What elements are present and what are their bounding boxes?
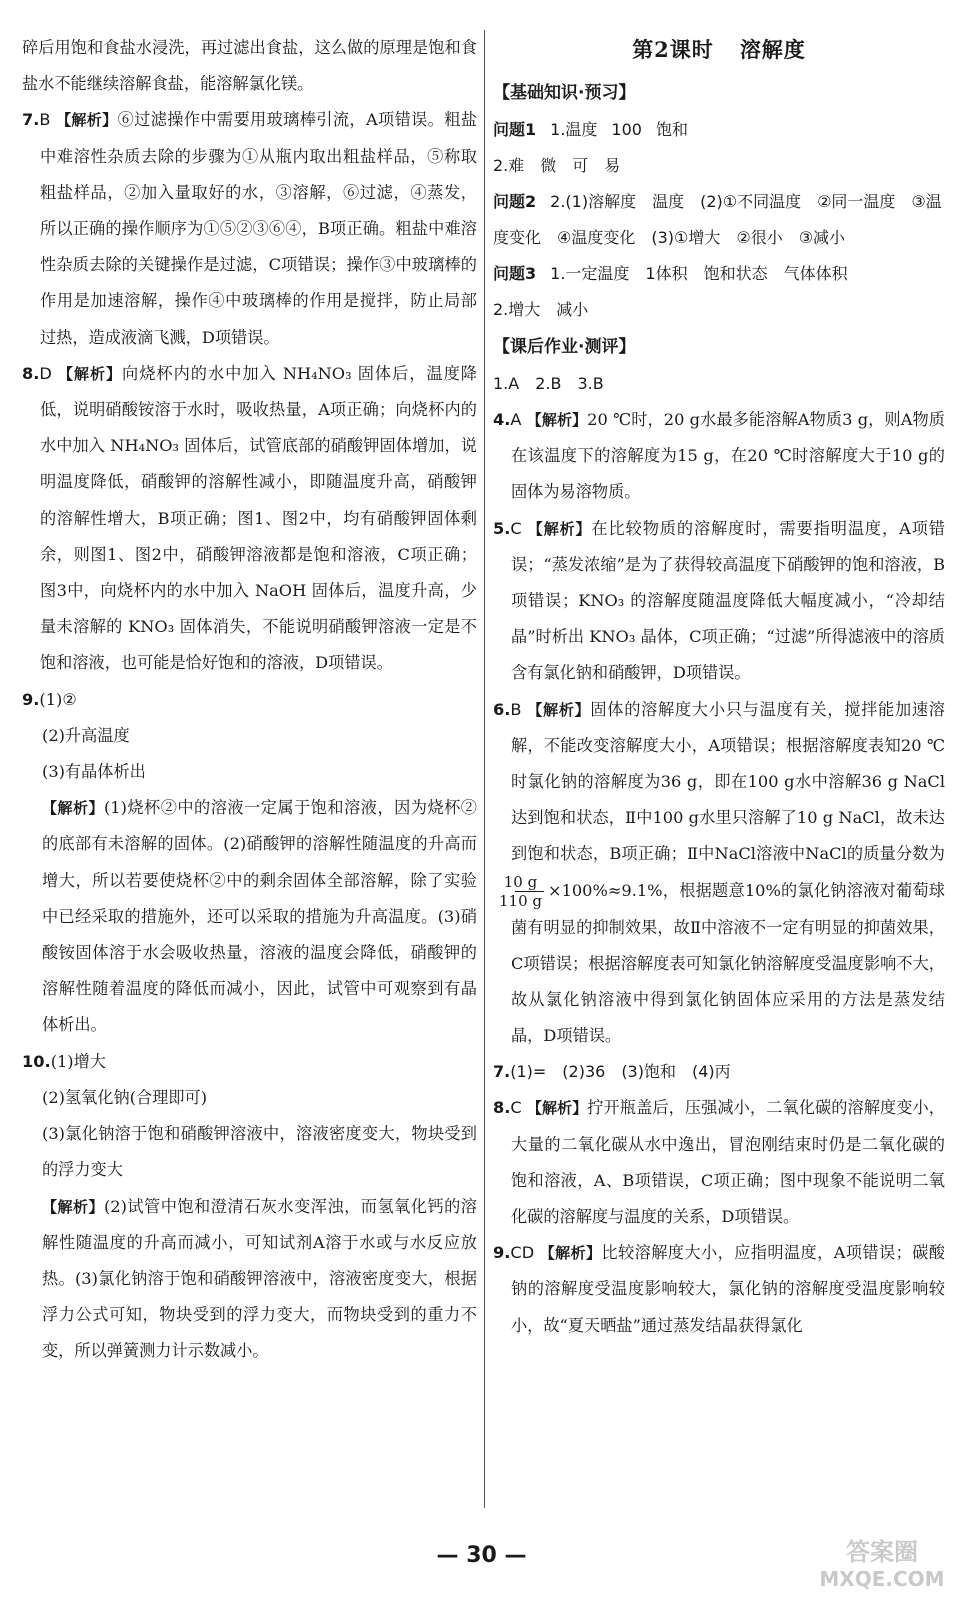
problem-3-line-2: 2.增大 减小 — [493, 300, 589, 319]
left-column — [22, 30, 477, 1370]
answer-9: 9.CD 【解析】比较溶解度大小，应指明温度，A项错误；碳酸钠的溶解度受温度影响较大，氯化钠的溶解度受温度影响较小，故“夏天晒盐”通过蒸发结晶获得氯化 — [493, 1243, 945, 1335]
fraction — [499, 872, 544, 910]
analysis-tag: 【解析】 — [58, 364, 123, 383]
answer-number: 7. — [22, 110, 40, 130]
watermark-url: MXQE.COM — [819, 1567, 945, 1591]
answer-7: 7.(1)= (2)36 (3)饱和 (4)丙 — [493, 1062, 731, 1082]
section-heading: 【基础知识·预习】 — [493, 83, 636, 103]
analysis-tag: 【解析】 — [527, 519, 592, 538]
sub-answer: (1)增大 — [50, 1051, 106, 1071]
analysis-text: (2)试管中饱和澄清石灰水变浑浊，而氢氧化钙的溶解性随温度的升高而减小，可知试剂A溶于水或与水反应放热。(3)氯化钠溶于饱和硝酸钾溶液中，溶液密度变大，根据浮力公式可知，物块受到的浮力变大，而物块受到的重力不变，所以弹簧测力计示数减小。 — [42, 1196, 477, 1361]
problem-1-line-2: 2.难 微 可 易 — [493, 156, 621, 175]
answer-6: 6.B 【解析】固体的溶解度大小只与温度有关，搅拌能加速溶解，不能改变溶解度大小，A项错误；根据溶解度表知20 ℃时氯化钠的溶解度为36 g，即在100 g水中溶解36 g NaCl达到饱和状态，Ⅱ中100 g水里只溶解了10 g NaCl，故未达到饱和状态，B项正确；Ⅱ中NaCl溶液中NaCl的质量分数为 $\frac{10 g}{110 g}$ ×100%≈9.1%，根据题意10%的氯化钠溶液对葡萄球菌有明显的抑制效果，故Ⅱ中溶液不一定有明显的抑菌效果，C项错误；根据溶解度表可知氯化钠溶解度受温度影响不大，故从氯化钠溶液中得到氯化钠固体应采用的方法是蒸发结晶，D项错误。 — [493, 699, 945, 1046]
watermark-brand: 答案圈 — [846, 1538, 918, 1566]
answer-choice: D — [39, 363, 52, 383]
problem-3: 问题3 1.一定温度 1体积 饱和状态 气体体积 — [493, 264, 848, 283]
answer-number: 8. — [22, 363, 40, 383]
sub-answer: (3)有晶体析出 — [42, 762, 146, 782]
analysis-text: 比较溶解度大小，应指明温度，A项错误；碳酸钠的溶解度受温度影响较大，氯化钠的溶解度受温度影响较小，故“夏天晒盐”通过蒸发结晶获得氯化 — [511, 1243, 945, 1335]
answer-4: 4.A 【解析】20 ℃时，20 g水最多能溶解A物质3 g，则A物质在该温度下的溶解度为15 g，在20 ℃时溶解度大于10 g的固体为易溶物质。 — [493, 410, 945, 502]
analysis-text: 拧开瓶盖后，压强减小，二氧化碳的溶解度变小，大量的二氧化碳从水中逸出，冒泡刚结束时仍是二氧化碳的饱和溶液，A、B项错误，C项正确；图中现象不能说明二氧化碳的溶解度与温度的关系，D项错误。 — [511, 1098, 945, 1227]
intro-paragraph: 碎后用饱和食盐水浸洗，再过滤出食盐，这么做的原理是饱和食盐水不能继续溶解食盐，能溶解氯化镁。 — [22, 38, 477, 94]
analysis-tag: 【解析】 — [526, 1099, 588, 1118]
sub-answer: (2)升高温度 — [42, 725, 130, 745]
analysis-text: 在比较物质的溶解度时，需要指明温度，A项错误；“蒸发浓缩”是为了获得较高温度下硝酸钾的饱和溶液，B项错误；KNO₃ 的溶解度随温度降低大幅度减小，“冷却结晶”时析出 KNO₃ 晶体，C项正确；“过滤”所得滤液中的溶质含有氯化钠和硝酸钾，D项错误。 — [511, 518, 945, 683]
answer-9 — [22, 682, 477, 1044]
analysis-tag: 【解析】 — [42, 799, 104, 818]
answer-choice: B — [39, 110, 51, 130]
analysis-tag: 【解析】 — [526, 411, 588, 429]
page-number: — 30 — — [436, 1543, 527, 1568]
answer-10 — [22, 1044, 477, 1370]
lesson-title: 第2课时 溶解度 — [632, 37, 806, 62]
problem-2: 问题2 2.(1)溶解度 温度 (2)①不同温度 ②同一温度 ③温度变化 ④温度变化 (3)①增大 ②很小 ③减小 — [493, 192, 942, 247]
section-heading: 【课后作业·测评】 — [493, 337, 636, 357]
sub-answer: (3)氯化钠溶于饱和硝酸钾溶液中，溶液密度变大，物块受到的浮力变大 — [42, 1124, 477, 1180]
right-column — [493, 30, 945, 1344]
analysis-text: (1)烧杯②中的溶液一定属于饱和溶液，因为烧杯②的底部有未溶解的固体。(2)硝酸钾的溶解性随温度的升高而增大，所以若要使烧杯②中的剩余固体全部溶解，除了实验中已经采取的措施外，还可以采取的措施为升高温度。(3)硝酸铵固体溶于水会吸收热量，溶液的温度会降低，硝酸钾的溶解性随着温度的降低而减小，因此，试管中可观察到有晶体析出。 — [42, 798, 477, 1035]
answer-number: 9. — [22, 689, 40, 709]
answer-5: 5.C 【解析】在比较物质的溶解度时，需要指明温度，A项错误；“蒸发浓缩”是为了获得较高温度下硝酸钾的饱和溶液，B项错误；KNO₃ 的溶解度随温度降低大幅度减小，“冷却结晶”时析出 KNO₃ 晶体，C项正确；“过滤”所得滤液中的溶质含有氯化钠和硝酸钾，D项错误。 — [493, 518, 945, 683]
fraction-denominator: 110 g — [499, 891, 543, 910]
analysis-text-continued: ×100%≈9.1%，根据题意10%的氯化钠溶液对葡萄球菌有明显的抑制效果，故Ⅱ中溶液不一定有明显的抑菌效果，C项错误；根据溶解度表可知氯化钠溶解度受温度影响不大，故从氯化钠溶液中得到氯化钠固体应采用的方法是蒸发结晶，D项错误。 — [511, 880, 945, 1046]
answers-1-3: 1.A 2.B 3.B — [493, 374, 604, 393]
analysis-tag: 【解析】 — [539, 1244, 602, 1263]
analysis-text: 20 ℃时，20 g水最多能溶解A物质3 g，则A物质在该温度下的溶解度为15 g，在20 ℃时溶解度大于10 g的固体为易溶物质。 — [511, 410, 945, 502]
column-divider — [484, 30, 485, 1508]
sub-answer: (2)氢氧化钠(合理即可) — [42, 1087, 208, 1107]
watermark-logo — [812, 1530, 952, 1594]
answer-8: 8.C 【解析】拧开瓶盖后，压强减小，二氧化碳的溶解度变小，大量的二氧化碳从水中逸出，冒泡刚结束时仍是二氧化碳的饱和溶液，A、B项错误，C项正确；图中现象不能说明二氧化碳的溶解度与温度的关系，D项错误。 — [493, 1098, 945, 1227]
analysis-tag: 【解析】 — [56, 111, 118, 130]
analysis-text: ⑥过滤操作中需要用玻璃棒引流，A项错误。粗盐中难溶性杂质去除的步骤为①从瓶内取出粗盐样品，⑤称取粗盐样品，②加入量取好的水，③溶解，⑥过滤，④蒸发，所以正确的操作顺序为①⑤②③⑥④，B项正确。粗盐中难溶性杂质去除的关键操作是过滤，C项错误；操作③中玻璃棒的作用是加速溶解，操作④中玻璃棒的作用是搅拌，防止局部过热，造成液滴飞溅，D项错误。 — [40, 110, 477, 347]
problem-1: 问题1 1.温度 100 饱和 — [493, 120, 688, 139]
answer-7 — [22, 102, 477, 355]
analysis-text: 向烧杯内的水中加入 NH₄NO₃ 固体后，温度降低，说明硝酸铵溶于水时，吸收热量，A项正确；向烧杯内的水中加入 NH₄NO₃ 固体后，试管底部的硝酸钾固体增加，说明温度降低，硝酸钾的溶解性减小，即随温度升高，硝酸钾的溶解性增大，B项正确；图1、图2中，均有硝酸钾固体剩余，则图1、图2中，硝酸钾溶液都是饱和溶液，C项正确；图3中，向烧杯内的水中加入 NaOH 固体后，温度升高，少量未溶解的 KNO₃ 固体消失，不能说明硝酸钾溶液一定是不饱和溶液，也可能是恰好饱和的溶液，D项错误。 — [40, 363, 477, 673]
analysis-tag: 【解析】 — [42, 1197, 104, 1216]
analysis-tag: 【解析】 — [527, 700, 591, 719]
fraction-numerator: 10 g — [515, 873, 544, 892]
sub-answer: (1)② — [39, 689, 77, 709]
answer-number: 10. — [22, 1051, 51, 1071]
analysis-text: 固体的溶解度大小只与温度有关，搅拌能加速溶解，不能改变溶解度大小，A项错误；根据溶解度表知20 ℃时氯化钠的溶解度为36 g，即在100 g水中溶解36 g NaCl达到饱和状态，Ⅱ中100 g水里只溶解了10 g NaCl，故未达到饱和状态，B项正确；Ⅱ中NaCl溶液中NaCl的质量分数为 — [511, 699, 945, 864]
answer-8 — [22, 356, 477, 682]
